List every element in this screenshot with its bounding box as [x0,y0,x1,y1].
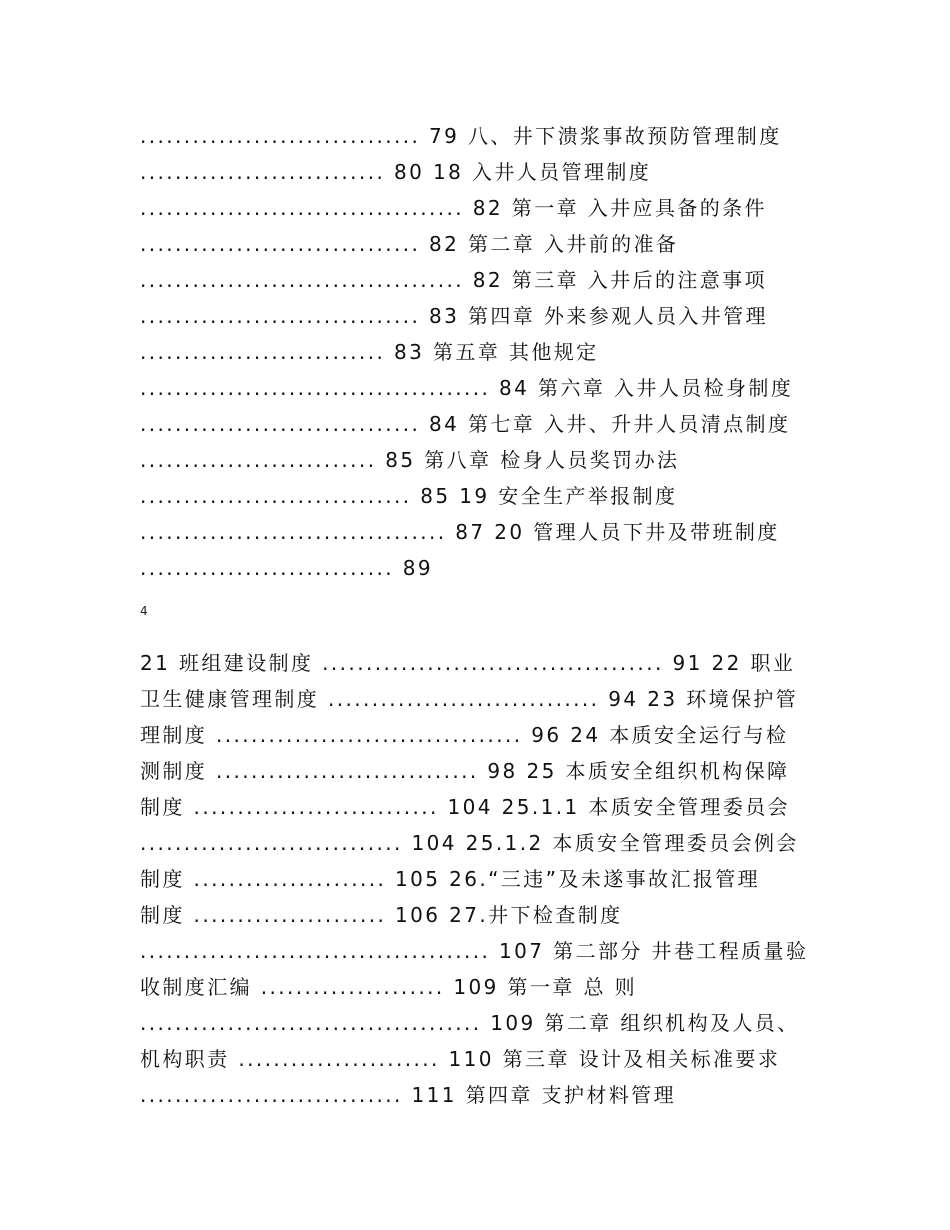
toc-line: .............................. 111 第四章 支护材料管理 [140,1083,676,1107]
toc-line: ............................ 83 第五章 其他规定 [140,340,599,364]
toc-line: 制度 ............................ 104 25.1.1 本质安全管理委员会 [140,795,791,819]
toc-line: .............................. 104 25.1.2 本质安全管理委员会例会 [140,831,799,855]
toc-line: ........................... 85 第八章 检身人员奖罚办法 [140,448,680,472]
toc-line: ............................. 89 [140,556,433,580]
toc-line: ....................................... 109 第二章 组织机构及人员、 [140,1011,800,1035]
toc-line: ........................................ 84 第六章 入井人员检身制度 [140,376,794,400]
toc-line: ................................ 82 第二章 入井前的准备 [140,232,679,256]
toc-line: 制度 ...................... 105 26.“三违”及未遂事故汇报管理 [140,867,761,891]
toc-section-bottom [140,645,830,1113]
page-number: 4 [140,604,148,618]
toc-line: 理制度 ................................... 96 24 本质安全运行与检 [140,723,789,747]
toc-line: 卫生健康管理制度 ............................... 94 23 环境保护管 [140,687,799,711]
toc-line: ................................ 83 第四章 外来参观人员入井管理 [140,304,768,328]
toc-section-top [140,118,830,586]
toc-line: ..................................... 82 第三章 入井后的注意事项 [140,268,767,292]
toc-line: 机构职责 ....................... 110 第三章 设计及相关标准要求 [140,1047,781,1071]
toc-line: ................................ 84 第七章 入井、升井人员清点制度 [140,412,791,436]
toc-line: 制度 ...................... 106 27.井下检查制度 [140,903,623,927]
toc-line: ................................... 87 20 管理人员下井及带班制度 [140,520,780,544]
toc-line: ............................ 80 18 入井人员管理制度 [140,160,652,184]
toc-line: 收制度汇编 ..................... 109 第一章 总 则 [140,975,638,999]
toc-line: ........................................ 107 第二部分 井巷工程质量验 [140,939,809,963]
toc-line: 测制度 .............................. 98 25 本质安全组织机构保障 [140,759,790,783]
toc-line: 21 班组建设制度 ....................................... 91 22 职业 [140,651,796,675]
toc-line: ............................... 85 19 安全生产举报制度 [140,484,678,508]
toc-line: ................................ 79 八、井下溃浆事故预防管理制度 [140,124,782,148]
toc-line: ..................................... 82 第一章 入井应具备的条件 [140,196,767,220]
